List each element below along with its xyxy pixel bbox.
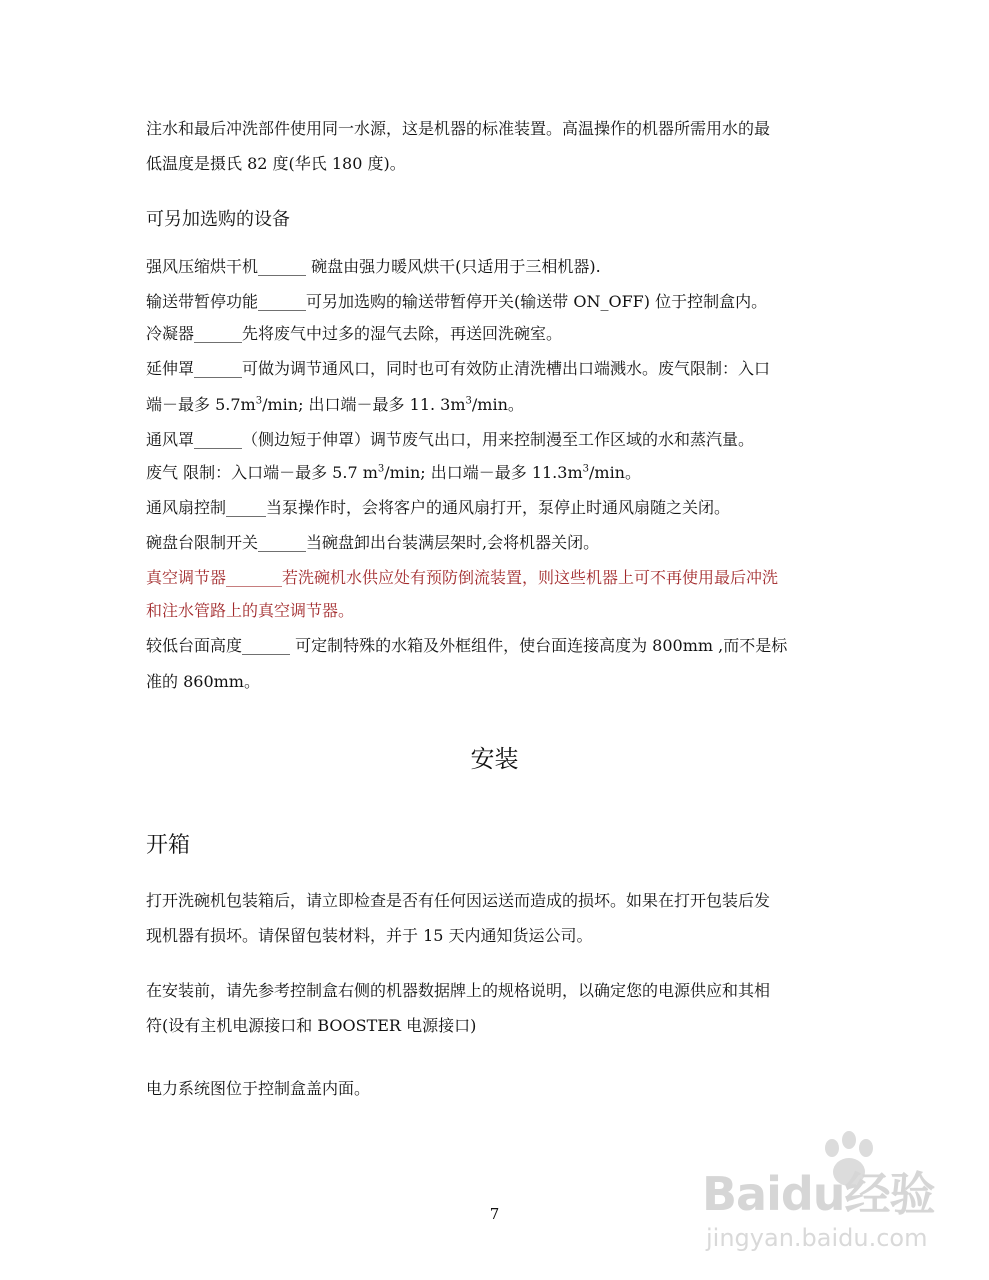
- item-dryer: 强风压缩烘干机______ 碗盘由强力暖风烘干(只适用于三相机器).: [146, 257, 601, 276]
- item-vacuum-regulator: 真空调节器_______若洗碗机水供应处有预防倒流装置，则这些机器上可不再使用最后冲洗: [146, 568, 779, 587]
- limit1-part2: /min; 出口端－最多 11. 3m: [262, 395, 466, 414]
- item-extension-hood-limit: [146, 394, 524, 416]
- baidu-watermark: [684, 1128, 984, 1278]
- item-vacuum-regulator-cont: 和注水管路上的真空调节器。: [146, 601, 355, 620]
- watermark-logo-text: Baidu经验: [702, 1167, 935, 1221]
- limit2-part3: /min。: [589, 463, 641, 482]
- unpack-para1-line1: 打开洗碗机包装箱后，请立即检查是否有任何因运送而造成的损坏。如果在打开包装后发: [146, 891, 771, 910]
- item-extension-hood: 延伸罩______可做为调节通风口，同时也可有效防止清洗槽出口端溅水。废气限制：入口: [146, 359, 771, 378]
- limit1-sup1: 3: [255, 395, 263, 407]
- limit1-part1: 端－最多 5.7m: [146, 395, 256, 414]
- item-fan-control: 通风扇控制_____当泵操作时，会将客户的通风扇打开，泵停止时通风扇随之关闭。: [146, 498, 731, 517]
- unpack-para2-line2: 符(设有主机电源接口和 BOOSTER 电源接口): [146, 1016, 477, 1035]
- watermark-url: jingyan.baidu.com: [706, 1224, 928, 1252]
- install-title: 安装: [470, 745, 519, 773]
- limit2-sup2: 3: [582, 463, 589, 475]
- item-lower-table-height: 较低台面高度______ 可定制特殊的水箱及外框组件，使台面连接高度为 800mm ,而不是标: [146, 636, 788, 655]
- limit2-part2: /min; 出口端－最多 11.3m: [384, 463, 583, 482]
- item-condenser: 冷凝器______先将废气中过多的湿气去除，再送回洗碗室。: [146, 324, 563, 343]
- optional-equipment-heading: 可另加选购的设备: [146, 209, 290, 230]
- page-number: 7: [489, 1205, 500, 1223]
- item-table-limit-switch: 碗盘台限制开关______当碗盘卸出台装满层架时,会将机器关闭。: [146, 533, 600, 552]
- item-conveyor-pause: 输送带暂停功能______可另加选购的输送带暂停开关(输送带 ON_OFF) 位于控制盒内。: [146, 292, 768, 311]
- item-exhaust-limit: [146, 462, 641, 484]
- intro-line-1: 注水和最后冲洗部件使用同一水源，这是机器的标准装置。高温操作的机器所需用水的最: [146, 119, 771, 138]
- item-vent-hood: 通风罩______（侧边短于伸罩）调节废气出口，用来控制漫至工作区域的水和蒸汽量。: [146, 430, 755, 449]
- intro-line-2: 低温度是摄氏 82 度(华氏 180 度)。: [146, 154, 406, 173]
- unpack-heading: 开箱: [146, 833, 191, 858]
- limit2-part1: 废气 限制：入口端－最多 5.7 m: [146, 463, 378, 482]
- limit1-sup2: 3: [465, 395, 472, 407]
- limit2-sup1: 3: [377, 463, 385, 475]
- item-lower-table-height-cont: 准的 860mm。: [146, 672, 260, 691]
- unpack-para1-line2: 现机器有损坏。请保留包装材料，并于 15 天内通知货运公司。: [146, 926, 593, 945]
- limit1-part3: /min。: [471, 395, 524, 414]
- unpack-para2-line1: 在安装前，请先参考控制盒右侧的机器数据牌上的规格说明，以确定您的电源供应和其相: [146, 981, 771, 1000]
- wiring-diagram-note: 电力系统图位于控制盒盖内面。: [146, 1079, 371, 1098]
